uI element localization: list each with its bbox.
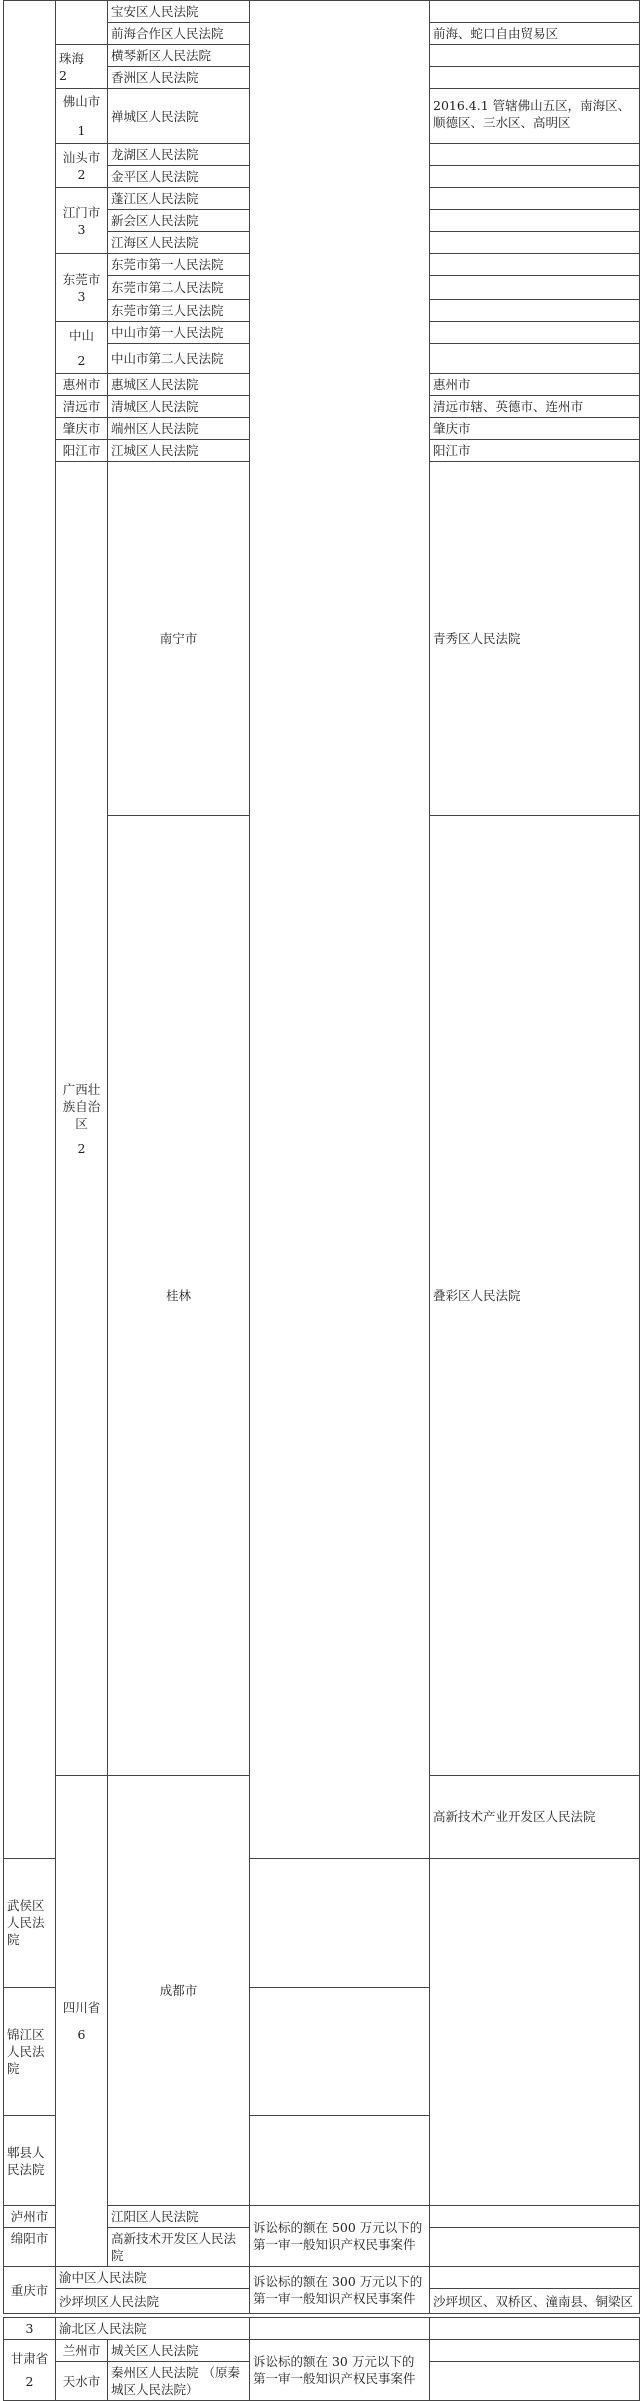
note-cell	[430, 2340, 640, 2362]
court-cell: 龙湖区人民法院	[108, 144, 250, 166]
scope-cell-luzhou-mianyang: 诉讼标的额在 500 万元以下的第一审一般知识产权民事案件	[250, 2206, 430, 2267]
province-cell-gansu	[4, 2340, 56, 2401]
city-cell-zhaoqing: 肇庆市	[56, 418, 108, 440]
note-cell	[430, 1, 640, 23]
city-cell-yangjiang: 阳江市	[56, 440, 108, 462]
city-cell-jiangmen	[56, 188, 108, 254]
note-cell	[430, 2267, 640, 2289]
city-name: 珠海	[59, 50, 85, 66]
note-cell	[430, 300, 640, 322]
court-cell: 宝安区人民法院	[108, 1, 250, 23]
court-count: 1	[77, 123, 86, 138]
note-cell: 前海、蛇口自由贸易区	[430, 23, 640, 45]
court-cell: 惠城区人民法院	[108, 374, 250, 396]
court-cell: 中山市第一人民法院	[108, 322, 250, 344]
note-cell	[430, 45, 640, 67]
court-count: 2	[25, 2374, 34, 2389]
court-cell: 武侯区人民法院	[4, 1858, 56, 1987]
note-cell: 阳江市	[430, 440, 640, 462]
note-cell	[430, 254, 640, 276]
court-cell: 江海区人民法院	[108, 232, 250, 254]
city-cell-huizhou: 惠州市	[56, 374, 108, 396]
court-count: 2	[77, 352, 86, 368]
city-cell-chengdu: 成都市	[108, 1776, 250, 2206]
city-name: 汕头市	[62, 149, 101, 165]
court-cell: 东莞市第一人民法院	[108, 254, 250, 276]
court-cell: 城关区人民法院	[108, 2340, 250, 2362]
court-jurisdiction-table-wrap	[3, 0, 639, 2401]
province-cell-guangxi	[56, 462, 108, 1776]
province-cell-chongqing: 重庆市	[4, 2267, 56, 2314]
city-name: 佛山市	[62, 94, 101, 109]
city-cell-dongguan	[56, 254, 108, 322]
note-cell	[430, 188, 640, 210]
court-count: 2	[77, 1140, 86, 1156]
scope-cell-guangdong	[250, 1, 430, 1859]
table-row	[4, 2340, 640, 2362]
court-count: 3	[77, 221, 86, 237]
city-cell-tianshui: 天水市	[56, 2362, 108, 2401]
note-cell	[430, 344, 640, 374]
city-cell-foshan	[56, 89, 108, 144]
note-cell: 2016.4.1 管辖佛山五区，南海区、顺德区、三水区、高明区	[430, 89, 640, 144]
table-row	[4, 2267, 640, 2289]
court-cell: 江阳区人民法院	[108, 2206, 250, 2228]
city-cell-nanning: 南宁市	[108, 462, 250, 816]
court-cell: 东莞市第三人民法院	[108, 300, 250, 322]
court-cell: 东莞市第二人民法院	[108, 276, 250, 300]
note-cell	[430, 67, 640, 89]
city-name: 东莞市	[62, 271, 101, 287]
court-count: 3	[77, 288, 86, 304]
court-count-cell: 3	[4, 2318, 56, 2340]
city-cell-zhongshan	[56, 322, 108, 374]
city-cell-mianyang: 绵阳市	[4, 2228, 56, 2267]
court-cell: 横琴新区人民法院	[108, 45, 250, 67]
court-cell: 禅城区人民法院	[108, 89, 250, 144]
court-cell: 秦州区人民法院 （原秦城区人民法院）	[108, 2362, 250, 2401]
note-cell	[430, 232, 640, 254]
city-name: 中山	[68, 327, 94, 343]
court-cell: 蓬江区人民法院	[108, 188, 250, 210]
note-cell	[430, 166, 640, 188]
table-row	[4, 1, 640, 23]
court-cell: 叠彩区人民法院	[430, 816, 640, 1776]
court-cell: 中山市第二人民法院	[108, 344, 250, 374]
city-cell-zhuhai	[56, 45, 108, 89]
note-cell	[430, 2362, 640, 2401]
province-cell-guangdong	[4, 1, 56, 1859]
court-cell: 清城区人民法院	[108, 396, 250, 418]
court-cell: 前海合作区人民法院	[108, 23, 250, 45]
note-cell: 惠州市	[430, 374, 640, 396]
province-cell-sichuan	[56, 1776, 108, 2267]
court-count: 2	[77, 166, 86, 182]
court-cell: 青秀区人民法院	[430, 462, 640, 816]
scope-cell	[250, 2318, 430, 2340]
court-cell: 江城区人民法院	[108, 440, 250, 462]
note-cell	[430, 2206, 640, 2228]
city-cell-shenzhen	[56, 1, 108, 45]
note-cell	[430, 210, 640, 232]
court-cell: 高新技术产业开发区人民法院	[430, 1776, 640, 1859]
court-cell: 香洲区人民法院	[108, 67, 250, 89]
court-jurisdiction-table	[3, 0, 640, 2401]
province-name: 四川省	[62, 2000, 101, 2015]
court-cell: 新会区人民法院	[108, 210, 250, 232]
city-cell-luzhou: 泸州市	[4, 2206, 56, 2228]
court-cell: 高新技术开发区人民法院	[108, 2228, 250, 2267]
city-cell-qingyuan: 清远市	[56, 396, 108, 418]
province-name: 广西壮族自治区	[62, 1081, 101, 1131]
note-cell: 沙坪坝区、双桥区、潼南县、铜梁区	[430, 2289, 640, 2314]
court-count: 2	[59, 67, 67, 83]
table-row	[4, 2318, 640, 2340]
city-cell-shantou	[56, 144, 108, 188]
note-cell	[430, 2228, 640, 2267]
court-cell: 沙坪坝区人民法院	[56, 2289, 250, 2314]
scope-cell-chongqing: 诉讼标的额在 300 万元以下的第一审一般知识产权民事案件	[250, 2267, 430, 2314]
court-count: 6	[77, 2027, 86, 2042]
note-cell	[430, 276, 640, 300]
note-cell	[430, 322, 640, 344]
note-cell	[250, 1987, 430, 2116]
court-cell: 端州区人民法院	[108, 418, 250, 440]
court-cell: 渝中区人民法院	[56, 2267, 250, 2289]
note-cell	[250, 2116, 430, 2206]
court-cell: 锦江区人民法院	[4, 1987, 56, 2116]
court-cell: 金平区人民法院	[108, 166, 250, 188]
note-cell: 肇庆市	[430, 418, 640, 440]
province-name: 甘肃省	[10, 2351, 49, 2366]
city-cell-lanzhou: 兰州市	[56, 2340, 108, 2362]
court-cell: 渝北区人民法院	[56, 2318, 250, 2340]
note-cell: 清远市辖、英德市、连州市	[430, 396, 640, 418]
note-cell	[250, 1858, 430, 1987]
note-cell	[430, 2318, 640, 2340]
note-cell	[430, 144, 640, 166]
court-cell: 郫县人民法院	[4, 2116, 56, 2206]
scope-cell-gansu: 诉讼标的额在 30 万元以下的第一审一般知识产权民事案件	[250, 2340, 430, 2401]
city-name: 江门市	[62, 204, 101, 220]
city-cell-guilin: 桂林	[108, 816, 250, 1776]
